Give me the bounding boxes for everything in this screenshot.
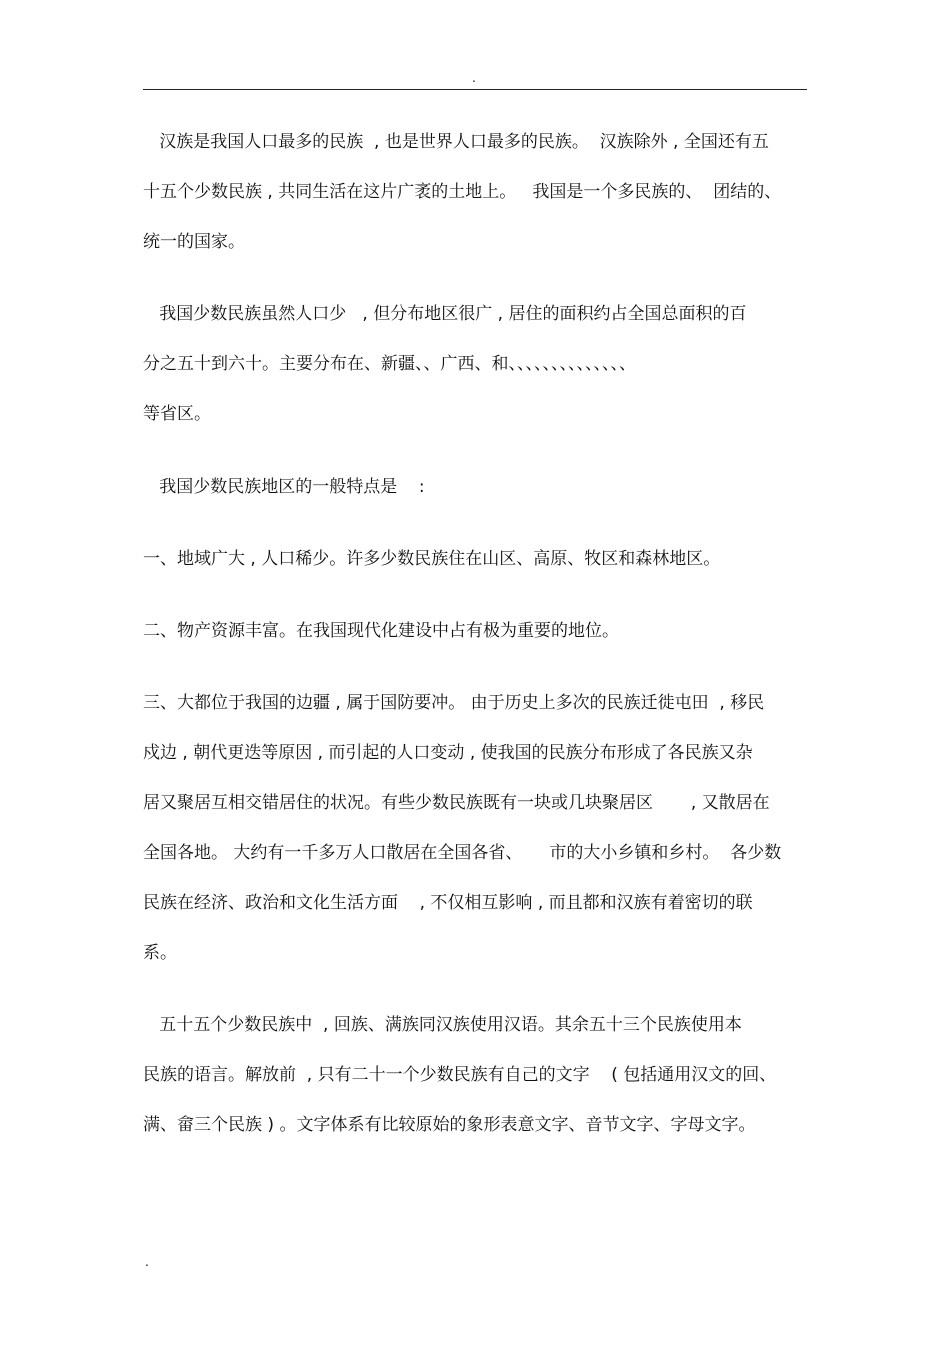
header-rule	[143, 89, 807, 90]
paragraph-6-line-3: 居又聚居互相交错居住的状况。有些少数民族既有一块或几块聚居区 , 又散居在	[143, 793, 770, 813]
paragraph-3-line-1: 我国少数民族地区的一般特点是 :	[143, 477, 425, 497]
paragraph-1-line-3: 统一的国家。	[143, 232, 245, 252]
paragraph-4-line-1: 一、地域广大 , 人口稀少。许多少数民族住在山区、高原、牧区和森林地区。	[143, 549, 721, 569]
paragraph-7-line-1: 五十五个少数民族中 , 回族、满族同汉族使用汉语。其余五十三个民族使用本	[143, 1015, 742, 1035]
paragraph-7-line-2: 民族的语言。解放前 , 只有二十一个少数民族有自己的文字 ( 包括通用汉文的回、	[143, 1065, 777, 1085]
paragraph-6-line-2: 戍边 , 朝代更迭等原因 , 而引起的人口变动 , 使我国的民族分布形成了各民族又杂	[143, 743, 753, 763]
paragraph-2-line-3: 等省区。	[143, 404, 211, 424]
paragraph-7-line-3: 满、畲三个民族 ) 。文字体系有比较原始的象形表意文字、音节文字、字母文字。	[143, 1115, 756, 1135]
paragraph-1-line-1: 汉族是我国人口最多的民族 , 也是世界人口最多的民族。 汉族除外 , 全国还有五	[143, 132, 769, 152]
paragraph-2-line-1: 我国少数民族虽然人口少 , 但分布地区很广 , 居住的面积约占全国总面积的百	[143, 304, 747, 324]
paragraph-1-line-2: 十五个少数民族 , 共同生活在这片广袤的土地上。 我国是一个多民族的、 团结的、	[143, 182, 782, 202]
paragraph-6-line-6: 系。	[143, 943, 177, 963]
paragraph-5-line-1: 二、物产资源丰富。在我国现代化建设中占有极为重要的地位。	[143, 621, 619, 641]
paragraph-6-line-1: 三、大都位于我国的边疆 , 属于国防要冲。 由于历史上多次的民族迁徙屯田 , 移民	[143, 693, 765, 713]
paragraph-6-line-4: 全国各地。 大约有一千多万人口散居在全国各省、 市的大小乡镇和乡村。 各少数	[143, 843, 782, 863]
paragraph-6-line-5: 民族在经济、政治和文化生活方面 , 不仅相互影响 , 而且都和汉族有着密切的联	[143, 893, 753, 913]
paragraph-2-line-2: 分之五十到六十。主要分布在、新疆、、广西、和、、、、、、、、、、、、、、	[143, 354, 636, 374]
footer-mark: .	[145, 1255, 149, 1269]
header-mark: .	[472, 71, 476, 85]
